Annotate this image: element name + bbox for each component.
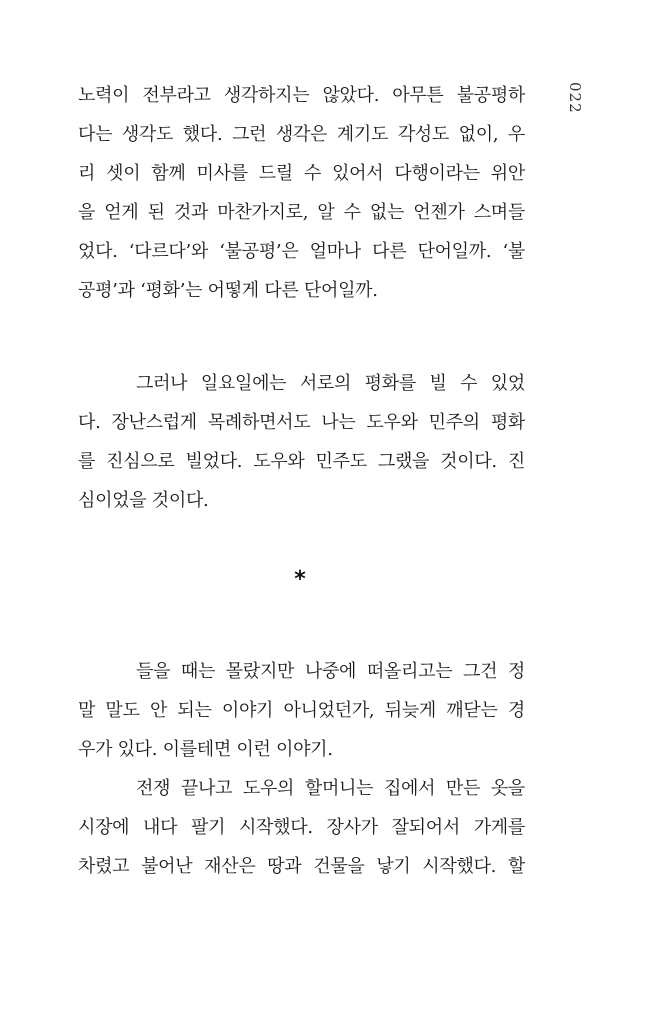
paragraph-3: [78, 652, 525, 886]
text-line: 그러나 일요일에는 서로의 평화를 빌 수 있었: [136, 373, 525, 394]
text-line: 전쟁 끝나고 도우의 할머니는 집에서 만든 옷을: [136, 778, 525, 799]
text-line: 었다. ‘다르다’와 ‘불공평’은 얼마나 다른 단어일까. ‘불: [78, 241, 525, 262]
paragraph-1: [78, 76, 525, 310]
text-line: 말 말도 안 되는 이야기 아니었던가, 뒤늦게 깨닫는 경: [78, 700, 525, 721]
text-line: 노력이 전부라고 생각하지는 않았다. 아무튼 불공평하: [78, 85, 525, 106]
text-line: 다. 장난스럽게 목례하면서도 나는 도우와 민주의 평화: [78, 412, 525, 433]
section-divider-asterisk: *: [294, 567, 306, 592]
text-line: 시장에 내다 팔기 시작했다. 장사가 잘되어서 가게를: [78, 817, 525, 838]
text-line: 우가 있다. 이를테면 이런 이야기.: [78, 739, 333, 760]
text-line: 다는 생각도 했다. 그런 생각은 계기도 각성도 없이, 우: [78, 124, 525, 145]
text-line: 심이었을 것이다.: [78, 490, 209, 511]
paragraph-2: [78, 364, 525, 520]
text-line: 공평’과 ‘평화’는 어떻게 다른 단어일까.: [78, 280, 378, 301]
text-line: 리 셋이 함께 미사를 드릴 수 있어서 다행이라는 위안: [78, 163, 525, 184]
text-line: 를 진심으로 빌었다. 도우와 민주도 그랬을 것이다. 진: [78, 451, 525, 472]
page-number: 022: [566, 82, 584, 114]
text-line: 차렸고 불어난 재산은 땅과 건물을 낳기 시작했다. 할: [78, 856, 525, 877]
text-line: 들을 때는 몰랐지만 나중에 떠올리고는 그건 정: [136, 661, 525, 682]
text-line: 을 얻게 된 것과 마찬가지로, 알 수 없는 언젠가 스며들: [78, 202, 525, 223]
